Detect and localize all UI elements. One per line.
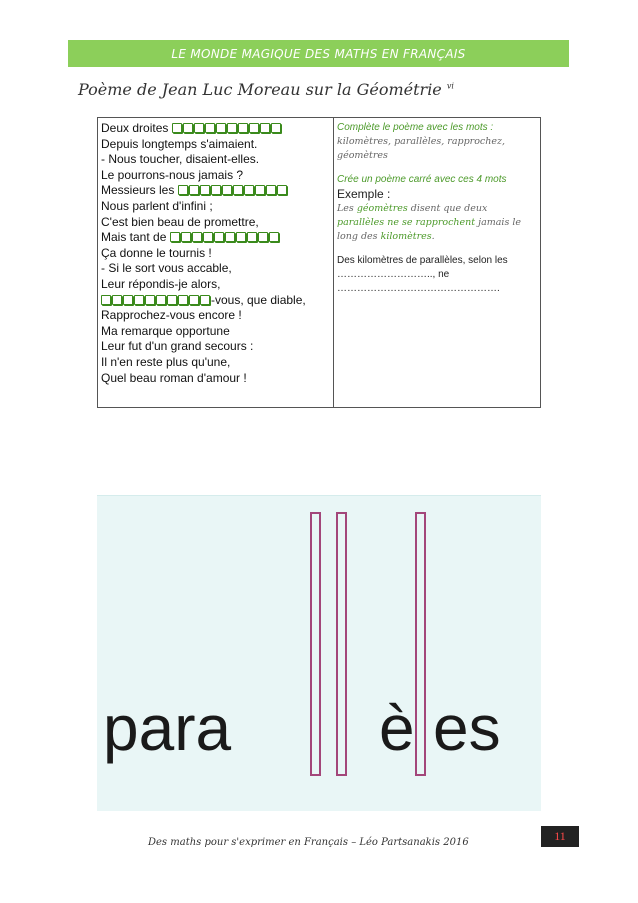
blank-square-icon: [271, 123, 281, 133]
word-list: kilomètres, parallèles, rapprochez, géomètres: [337, 136, 506, 161]
poem-line: - Si le sort vous accable,: [101, 261, 232, 276]
poem-line: Quel beau roman d'amour !: [101, 370, 247, 385]
blank-square-icon: [238, 123, 248, 133]
blank-square-icon: [101, 295, 111, 305]
poem-line: Nous parlent d'infini ;: [101, 198, 213, 213]
create-heading: Crée un poème carré avec ces 4 mots: [337, 174, 507, 185]
figure-word-middle: è: [379, 692, 415, 764]
footer-text: Des maths pour s'exprimer en Français – Léo Partsanakis 2016: [148, 837, 469, 848]
start-line-2: ……………………….., ne: [337, 269, 450, 280]
start-line-1: Des kilomètres de parallèles, selon les: [337, 255, 508, 266]
blank-square-icon: [200, 185, 210, 195]
blank-square-icon: [194, 123, 204, 133]
poem-line: Leur fut d'un grand secours :: [101, 339, 254, 354]
page-title-text: Poème de Jean Luc Moreau sur la Géométrie: [78, 80, 442, 99]
blank-square-icon: [178, 295, 188, 305]
poem-line: Ma remarque opportune: [101, 323, 230, 338]
poem-line: Il n'en reste plus qu'une,: [101, 354, 231, 369]
start-line-3: ………………………………………….: [337, 283, 500, 294]
blank-square-icon: [123, 295, 133, 305]
blank-square-icon: [260, 123, 270, 133]
example-text: Les géomètres disent que deux parallèles ne se rapprochent jamais le long des kilomètres.: [337, 203, 522, 242]
paralleles-figure: [97, 495, 541, 811]
blank-square-icon: [189, 295, 199, 305]
poem-lines: [101, 121, 330, 386]
blank-square-icon: [225, 232, 235, 242]
poem-line: Messieurs les: [101, 183, 330, 199]
blank-square-icon: [203, 232, 213, 242]
blank-square-icon: [211, 185, 221, 195]
blank-square-icon: [145, 295, 155, 305]
poem-cell: [98, 118, 334, 408]
parallel-line-2: [336, 512, 347, 776]
poem-line: Rapprochez-vous encore !: [101, 308, 242, 323]
poem-line: Depuis longtemps s'aimaient.: [101, 136, 258, 151]
instructions-cell: [334, 118, 541, 408]
blank-square-icon: [156, 295, 166, 305]
blank-square-icon: [205, 123, 215, 133]
blank-square-icon: [222, 185, 232, 195]
blank-square-icon: [172, 123, 182, 133]
blank-square-icon: [167, 295, 177, 305]
blank-square-icon: [216, 123, 226, 133]
header-banner: LE MONDE MAGIQUE DES MATHS EN FRANÇAIS: [68, 40, 569, 67]
blank-square-icon: [192, 232, 202, 242]
blank-square-icon: [134, 295, 144, 305]
complete-heading: Complète le poème avec les mots :: [337, 122, 494, 133]
figure-word-left: para: [103, 692, 232, 764]
blank-square-icon: [178, 185, 188, 195]
blank-square-icon: [227, 123, 237, 133]
parallel-line-3: [415, 512, 426, 776]
blank-square-icon: [233, 185, 243, 195]
blank-square-icon: [247, 232, 257, 242]
blank-square-icon: [189, 185, 199, 195]
blank-square-icon: [258, 232, 268, 242]
blank-square-icon: [255, 185, 265, 195]
poem-line: -vous, que diable,: [101, 293, 330, 309]
blank-square-icon: [214, 232, 224, 242]
page-number: 11: [541, 826, 579, 847]
poem-line: Le pourrons-nous jamais ?: [101, 167, 244, 182]
blank-square-icon: [200, 295, 210, 305]
blank-square-icon: [269, 232, 279, 242]
title-note: vi: [446, 81, 454, 91]
poem-line: Mais tant de: [101, 230, 330, 246]
poem-line: Leur répondis-je alors,: [101, 276, 221, 291]
page-title: [78, 80, 454, 99]
poem-line: Deux droites: [101, 121, 330, 137]
blank-square-icon: [112, 295, 122, 305]
blank-square-icon: [277, 185, 287, 195]
poem-table: [97, 117, 541, 408]
parallel-line-1: [310, 512, 321, 776]
blank-square-icon: [181, 232, 191, 242]
poem-line: C'est bien beau de promettre,: [101, 214, 259, 229]
blank-square-icon: [266, 185, 276, 195]
blank-square-icon: [170, 232, 180, 242]
poem-line: - Nous toucher, disaient-elles.: [101, 152, 260, 167]
poem-line: Ça donne le tournis !: [101, 245, 212, 260]
blank-square-icon: [249, 123, 259, 133]
blank-square-icon: [236, 232, 246, 242]
example-label: Exemple :: [337, 187, 391, 201]
blank-square-icon: [183, 123, 193, 133]
figure-word-right: es: [433, 692, 501, 764]
blank-square-icon: [244, 185, 254, 195]
